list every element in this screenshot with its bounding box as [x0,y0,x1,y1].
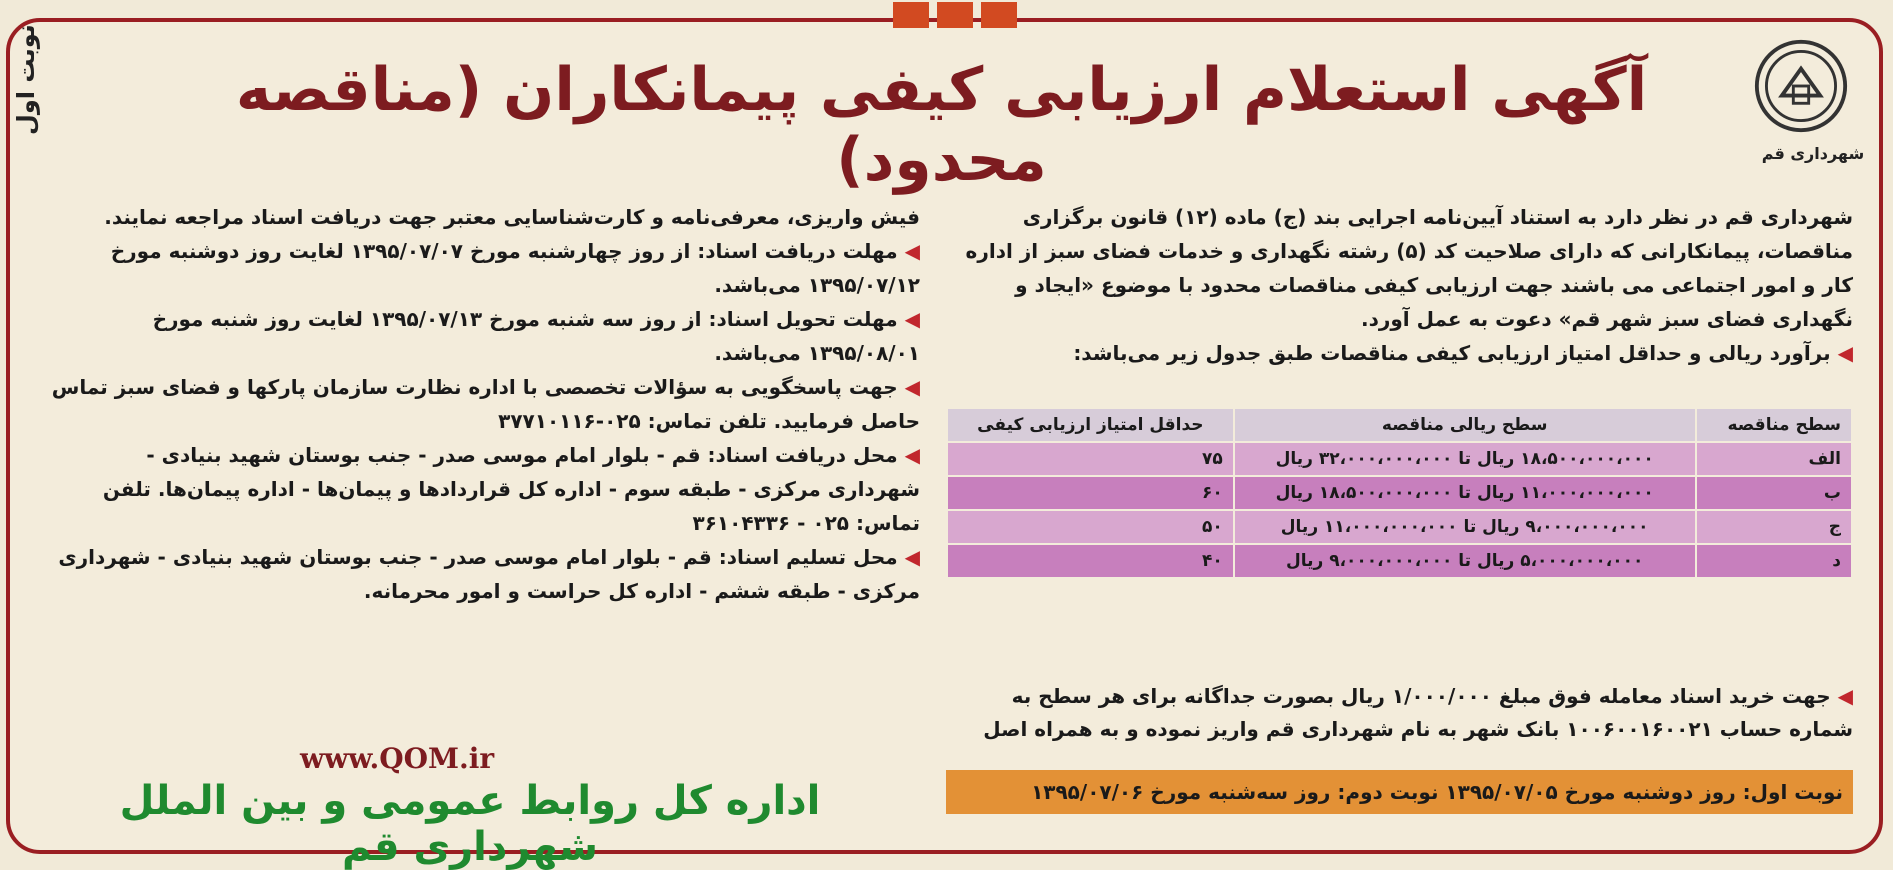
detail-item [50,234,920,302]
details-section [50,200,920,608]
detail-item-text: جهت پاسخگویی به سؤالات تخصصی با اداره نظارت سازمان پارکها و فضای سبز تماس حاصل فرمایید. تلفن تماس: ۰۲۵-۳۷۷۱۰۱۱۶ [51,375,920,433]
footer-org-name: اداره کل روابط عمومی و بین الملل شهرداری قم [119,778,821,870]
row-level: الف [1696,442,1852,476]
intro-subject: «ایجاد و نگهداری فضای سبز شهر قم» [1015,273,1853,331]
bullet-icon: ◀ [904,307,920,331]
intro-text: شهرداری قم در نظر دارد به استناد آیین‌نامه اجرایی بند (ج) ماده (۱۲) قانون برگزاری مناقصات، پیمانکارانی که دارای صلاحیت کد (۵) رشته نگهداری و خدمات فضای سبز از اداره کار و امور اجتماعی می باشند جهت ارزیابی کیفی مناقصات محدود با موضوع [965,205,1853,297]
intro-tail: دعوت به عمل آورد. [1360,307,1552,331]
row-amount: ۹،۰۰۰،۰۰۰،۰۰۰ ریال تا ۱۱،۰۰۰،۰۰۰،۰۰۰ ریال [1234,510,1696,544]
bullet-icon: ◀ [1837,341,1853,365]
row-score: ۵۰ [947,510,1234,544]
row-level: ب [1696,476,1852,510]
table-row [947,442,1852,476]
row-amount: ۱۸،۵۰۰،۰۰۰،۰۰۰ ریال تا ۳۲،۰۰۰،۰۰۰،۰۰۰ ریال [1234,442,1696,476]
detail-item [50,370,920,438]
estimate-note [953,336,1853,370]
publication-dates-bar: نوبت اول: روز دوشنبه مورخ ۱۳۹۵/۰۷/۰۵ نوبت دوم: روز سه‌شنبه مورخ ۱۳۹۵/۰۷/۰۶ [946,770,1853,814]
purchase-note [943,680,1853,746]
detail-item-text: محل دریافت اسناد: قم - بلوار امام موسی صدر - جنب بوستان شهید بنیادی - شهرداری مرکزی - طبقه سوم - اداره کل قراردادها و پیمان‌ها - اداره پیمان‌ها. تلفن تماس: ۰۲۵ - ۳۶۱۰۴۳۳۶ [102,443,920,535]
logo [1753,38,1873,178]
ad-title: آگهی استعلام ارزیابی کیفی پیمانکاران (مناقصه محدود) [235,55,1648,195]
table-row [947,476,1852,510]
row-amount: ۵،۰۰۰،۰۰۰،۰۰۰ ریال تا ۹،۰۰۰،۰۰۰،۰۰۰ ریال [1234,544,1696,578]
intro-section [953,200,1853,370]
detail-item [50,302,920,370]
round-label: نوبت اول [12,24,40,136]
detail-item-text: محل تسلیم اسناد: قم - بلوار امام موسی صدر - جنب بوستان شهید بنیادی - شهرداری مرکزی - طبقه ششم - اداره کل حراست و امور محرمانه. [58,545,920,603]
row-amount: ۱۱،۰۰۰،۰۰۰،۰۰۰ ریال تا ۱۸،۵۰۰،۰۰۰،۰۰۰ ریال [1234,476,1696,510]
purchase-text: جهت خرید اسناد معامله فوق مبلغ ۱/۰۰۰/۰۰۰ ریال بصورت جداگانه برای هر سطح به شماره حساب ۱۰۰۶۰۰۱۶۰۰۲۱ بانک شهر به نام شهرداری قم واریز نموده و به همراه اصل [983,684,1853,741]
top-decoration [880,2,1030,32]
tender-table [946,407,1853,579]
bullet-icon: ◀ [904,239,920,263]
estimate-note-text: برآورد ریالی و حداقل امتیاز ارزیابی کیفی مناقصات طبق جدول زیر می‌باشد: [1073,341,1831,365]
municipality-emblem-icon [1753,38,1849,134]
table-header-row [947,408,1852,442]
bullet-icon: ◀ [1837,684,1853,708]
detail-item-text: مهلت تحویل اسناد: از روز سه شنبه مورخ ۱۳۹۵/۰۷/۱۳ لغایت روز شنبه مورخ ۱۳۹۵/۰۸/۰۱ می‌باشد. [152,307,920,365]
row-level: ج [1696,510,1852,544]
row-score: ۶۰ [947,476,1234,510]
detail-item [50,540,920,608]
bullet-icon: ◀ [904,545,920,569]
row-score: ۴۰ [947,544,1234,578]
intro-paragraph [953,200,1853,336]
header-amount: سطح ریالی مناقصه [1234,408,1696,442]
bullet-icon: ◀ [904,443,920,467]
header-level: سطح مناقصه [1696,408,1852,442]
row-score: ۷۵ [947,442,1234,476]
row-level: د [1696,544,1852,578]
table-row [947,544,1852,578]
detail-item-text: مهلت دریافت اسناد: از روز چهارشنبه مورخ ۱۳۹۵/۰۷/۰۷ لغایت روز دوشنبه مورخ ۱۳۹۵/۰۷/۱۲ می‌باشد. [110,239,920,297]
website-link[interactable]: www.QOM.ir [300,742,495,775]
continuation-text: فیش واریزی، معرفی‌نامه و کارت‌شناسایی معتبر جهت دریافت اسناد مراجعه نمایند. [104,205,920,229]
logo-caption: شهرداری قم [1761,144,1865,163]
table-row [947,510,1852,544]
header-score: حداقل امتیاز ارزیابی کیفی [947,408,1234,442]
detail-item [50,438,920,540]
bullet-icon: ◀ [904,375,920,399]
